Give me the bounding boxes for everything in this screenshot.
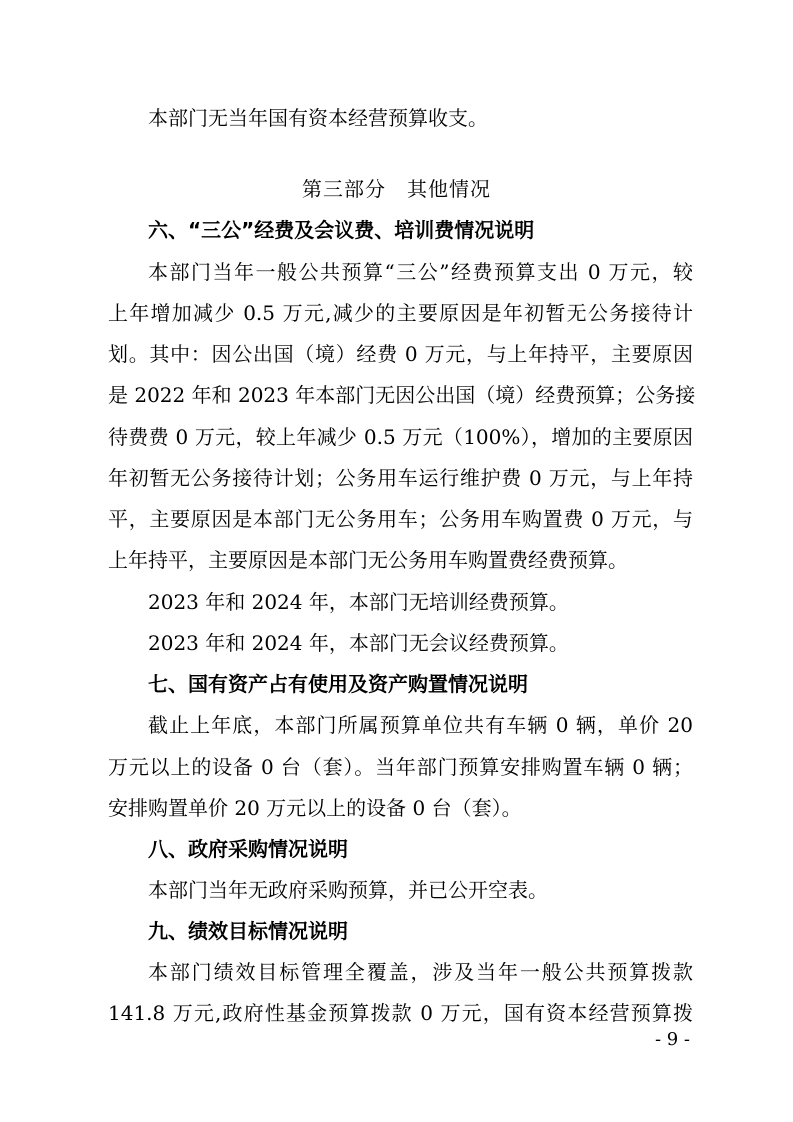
paragraph-line: 截止上年底，本部门所属预算单位共有车辆 0 辆，单价 20	[148, 713, 693, 737]
paragraph-line: 安排购置单价 20 万元以上的设备 0 台（套）。	[108, 796, 522, 820]
paragraph-state-capital: 本部门无当年国有资本经营预算收支。	[148, 106, 488, 130]
paragraph-line: 141.8 万元,政府性基金预算拨款 0 万元，国有资本经营预算拨	[108, 1001, 693, 1025]
paragraph-line: 年初暂无公务接待计划；公务用车运行维护费 0 万元，与上年持	[108, 466, 693, 490]
heading-section-7: 七、国有资产占有使用及资产购置情况说明	[148, 672, 528, 696]
part-three-title: 第三部分 其他情况	[302, 177, 491, 201]
paragraph-line: 划。其中：因公出国（境）经费 0 万元，与上年持平，主要原因	[108, 342, 693, 366]
paragraph-line: 待费费 0 万元，较上年减少 0.5 万元（100%），增加的主要原因	[108, 425, 693, 449]
paragraph-line: 平，主要原因是本部门无公务用车；公务用车购置费 0 万元，与	[108, 507, 693, 531]
paragraph-line: 上年增加减少 0.5 万元,减少的主要原因是年初暂无公务接待计	[108, 301, 693, 325]
page-number: - 9 -	[654, 1029, 690, 1050]
paragraph-line: 本部门当年一般公共预算“三公”经费预算支出 0 万元，较	[148, 260, 693, 284]
paragraph-line: 本部门绩效目标管理全覆盖，涉及当年一般公共预算拨款	[148, 960, 693, 984]
heading-section-8: 八、政府采购情况说明	[148, 837, 348, 861]
paragraph-training-fees: 2023 年和 2024 年，本部门无培训经费预算。	[148, 590, 569, 614]
paragraph-line: 是 2022 年和 2023 年本部门无因公出国（境）经费预算；公务接	[108, 383, 696, 407]
paragraph-procurement: 本部门当年无政府采购预算，并已公开空表。	[148, 878, 548, 902]
paragraph-meeting-fees: 2023 年和 2024 年，本部门无会议经费预算。	[148, 631, 569, 655]
paragraph-line: 万元以上的设备 0 台（套）。当年部门预算安排购置车辆 0 辆；	[108, 755, 693, 779]
paragraph-line: 上年持平，主要原因是本部门无公务用车购置费经费预算。	[108, 548, 628, 572]
heading-section-9: 九、绩效目标情况说明	[148, 919, 348, 943]
heading-section-6: 六、“三公”经费及会议费、培训费情况说明	[148, 218, 535, 242]
